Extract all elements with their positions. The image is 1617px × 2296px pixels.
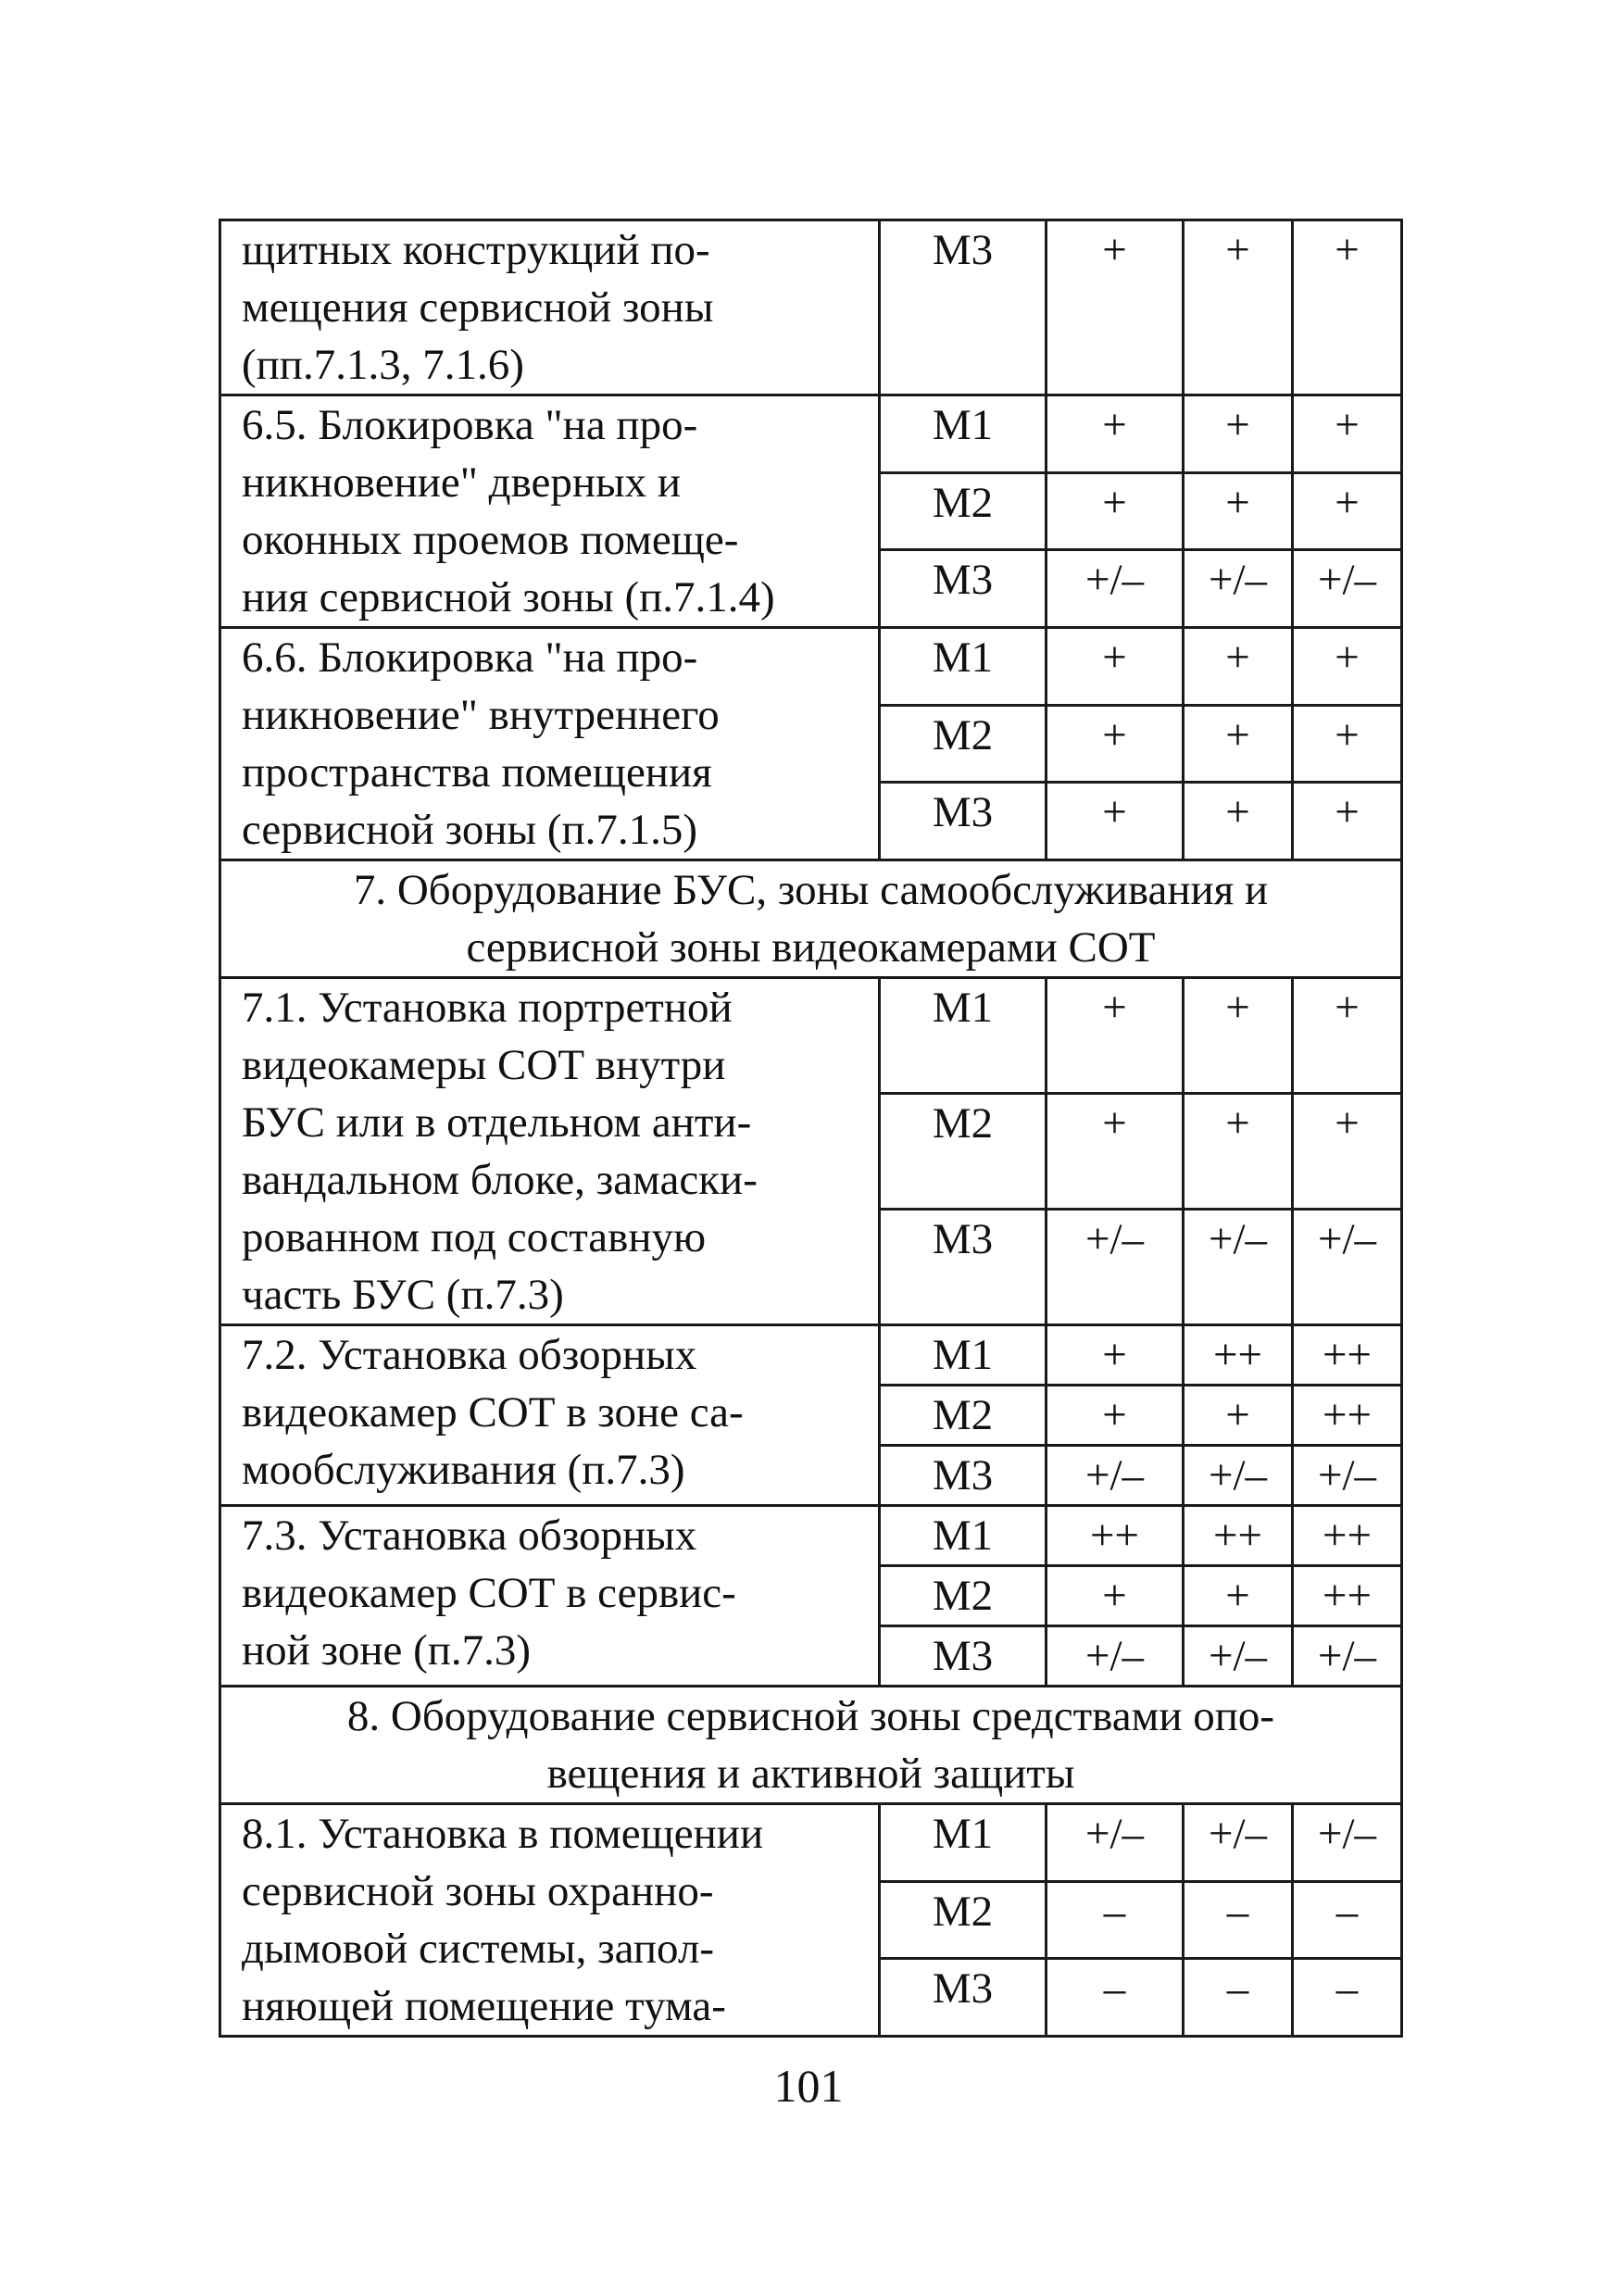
value-cell: +	[1293, 783, 1402, 860]
value-cell: +	[1293, 628, 1402, 706]
requirement-description-line: никновение" дверных и	[242, 458, 681, 507]
requirement-description-line: 6.5. Блокировка "на про-	[242, 401, 698, 449]
mode-cell: М2	[880, 1094, 1047, 1210]
value-cell: –	[1047, 1959, 1184, 2037]
value-cell: ++	[1293, 1506, 1402, 1566]
mode-cell: М3	[880, 1626, 1047, 1687]
requirement-description-line: сервисной зоны (п.7.1.5)	[242, 806, 698, 854]
section-row	[220, 860, 1402, 978]
value-cell: +	[1293, 978, 1402, 1094]
section-heading	[220, 1687, 1402, 1804]
mode-cell: М1	[880, 978, 1047, 1094]
value-cell: –	[1184, 1959, 1293, 2037]
requirement-description	[220, 1325, 880, 1506]
requirement-description-line: сервисной зоны охранно-	[242, 1867, 714, 1915]
mode-cell: М1	[880, 1804, 1047, 1882]
value-cell: +/–	[1293, 1210, 1402, 1325]
value-cell: +/–	[1184, 1626, 1293, 1687]
value-cell: ++	[1184, 1325, 1293, 1386]
section-heading-line: 8. Оборудование сервисной зоны средствами опо-	[346, 1692, 1275, 1740]
value-cell: +/–	[1184, 1446, 1293, 1506]
value-cell: +/–	[1184, 550, 1293, 628]
requirement-description-line: часть БУС (п.7.3)	[242, 1271, 564, 1319]
value-cell: +	[1047, 472, 1184, 550]
mode-cell: М2	[880, 1386, 1047, 1446]
requirement-description-line: щитных конструкций по-	[242, 226, 710, 274]
requirement-description-line: видеокамеры СОТ внутри	[242, 1041, 726, 1089]
value-cell: +	[1293, 395, 1402, 473]
value-cell: +/–	[1293, 1804, 1402, 1882]
value-cell: –	[1293, 1959, 1402, 2037]
table-row	[220, 1506, 1402, 1566]
mode-cell: М3	[880, 1210, 1047, 1325]
mode-cell: М3	[880, 1446, 1047, 1506]
value-cell: +	[1184, 472, 1293, 550]
mode-cell: М3	[880, 1959, 1047, 2037]
mode-cell: М2	[880, 705, 1047, 783]
value-cell: +	[1047, 1325, 1184, 1386]
requirement-description-line: пространства помещения	[242, 748, 712, 797]
requirement-description-line: рованном под составную	[242, 1213, 707, 1261]
requirement-description-line: БУС или в отдельном анти-	[242, 1098, 752, 1147]
value-cell: +	[1184, 395, 1293, 473]
value-cell: +	[1184, 1386, 1293, 1446]
table-row	[220, 628, 1402, 706]
value-cell: ++	[1293, 1566, 1402, 1626]
requirement-description	[220, 628, 880, 860]
value-cell: +	[1184, 783, 1293, 860]
mode-cell: М3	[880, 783, 1047, 860]
value-cell: +	[1184, 1094, 1293, 1210]
requirement-description	[220, 978, 880, 1325]
mode-cell: М1	[880, 628, 1047, 706]
requirement-description-line: 8.1. Установка в помещении	[242, 1810, 764, 1858]
value-cell: –	[1047, 1881, 1184, 1959]
value-cell: –	[1184, 1881, 1293, 1959]
value-cell: +	[1184, 978, 1293, 1094]
value-cell: +/–	[1293, 550, 1402, 628]
requirement-description-line: 6.6. Блокировка "на про-	[242, 634, 698, 682]
value-cell: +	[1047, 978, 1184, 1094]
requirement-description-line: вандальном блоке, замаски-	[242, 1156, 758, 1204]
requirement-description-line: мообслуживания (п.7.3)	[242, 1446, 685, 1494]
value-cell: +/–	[1184, 1804, 1293, 1882]
table-row	[220, 1325, 1402, 1386]
value-cell: +/–	[1047, 1210, 1184, 1325]
mode-cell: М1	[880, 1506, 1047, 1566]
value-cell: +/–	[1047, 1804, 1184, 1882]
mode-cell: М2	[880, 1881, 1047, 1959]
requirement-description-line: ния сервисной зоны (п.7.1.4)	[242, 573, 775, 621]
value-cell: ++	[1184, 1506, 1293, 1566]
section-heading-line: сервисной зоны видеокамерами СОТ	[466, 923, 1156, 972]
requirement-description-line: оконных проемов помеще-	[242, 516, 739, 564]
requirement-description-line: 7.3. Установка обзорных	[242, 1512, 697, 1560]
requirement-description	[220, 1804, 880, 2037]
value-cell: +/–	[1184, 1210, 1293, 1325]
value-cell: +	[1184, 705, 1293, 783]
requirement-description	[220, 395, 880, 628]
requirement-description-line: мещения сервисной зоны	[242, 283, 714, 332]
requirement-description-line: видеокамер СОТ в зоне са-	[242, 1388, 744, 1437]
value-cell: +	[1047, 783, 1184, 860]
value-cell: ++	[1293, 1325, 1402, 1386]
value-cell: ++	[1047, 1506, 1184, 1566]
requirement-description-line: 7.2. Установка обзорных	[242, 1331, 697, 1379]
mode-cell: М2	[880, 472, 1047, 550]
requirement-description-line: видеокамер СОТ в сервис-	[242, 1569, 736, 1617]
value-cell: +	[1047, 628, 1184, 706]
requirement-description-line: никновение" внутреннего	[242, 691, 720, 739]
requirement-description-line: дымовой системы, запол-	[242, 1925, 715, 1973]
mode-cell: М1	[880, 395, 1047, 473]
value-cell: ++	[1293, 1386, 1402, 1446]
requirement-description-line: 7.1. Установка портретной	[242, 984, 733, 1032]
table-body	[220, 220, 1402, 2037]
mode-cell: М2	[880, 1566, 1047, 1626]
value-cell: +	[1184, 1566, 1293, 1626]
value-cell: +	[1047, 395, 1184, 473]
value-cell: +	[1047, 1386, 1184, 1446]
section-heading-line: вещения и активной защиты	[546, 1750, 1075, 1798]
requirement-description-line: ной зоне (п.7.3)	[242, 1626, 532, 1675]
mode-cell: М3	[880, 220, 1047, 395]
value-cell: +	[1293, 705, 1402, 783]
requirement-description-line: няющей помещение тума-	[242, 1982, 726, 2030]
value-cell: +	[1047, 1094, 1184, 1210]
value-cell: +/–	[1293, 1446, 1402, 1506]
value-cell: +	[1293, 220, 1402, 395]
value-cell: +/–	[1293, 1626, 1402, 1687]
table-row	[220, 1804, 1402, 1882]
mode-cell: М3	[880, 550, 1047, 628]
requirement-description	[220, 220, 880, 395]
requirement-description	[220, 1506, 880, 1687]
value-cell: +/–	[1047, 1446, 1184, 1506]
requirement-description-line: (пп.7.1.3, 7.1.6)	[242, 341, 524, 389]
value-cell: +	[1047, 220, 1184, 395]
section-row	[220, 1687, 1402, 1804]
requirements-table	[219, 219, 1403, 2038]
value-cell: –	[1293, 1881, 1402, 1959]
value-cell: +/–	[1047, 1626, 1184, 1687]
mode-cell: М1	[880, 1325, 1047, 1386]
section-heading	[220, 860, 1402, 978]
table-row	[220, 978, 1402, 1094]
value-cell: +	[1184, 220, 1293, 395]
value-cell: +	[1293, 1094, 1402, 1210]
table-row	[220, 395, 1402, 473]
value-cell: +	[1047, 1566, 1184, 1626]
section-heading-line: 7. Оборудование БУС, зоны самообслуживания и	[353, 866, 1269, 914]
table-row	[220, 220, 1402, 395]
value-cell: +	[1184, 628, 1293, 706]
value-cell: +	[1293, 472, 1402, 550]
value-cell: +	[1047, 705, 1184, 783]
value-cell: +/–	[1047, 550, 1184, 628]
page-number: 101	[773, 2060, 844, 2112]
